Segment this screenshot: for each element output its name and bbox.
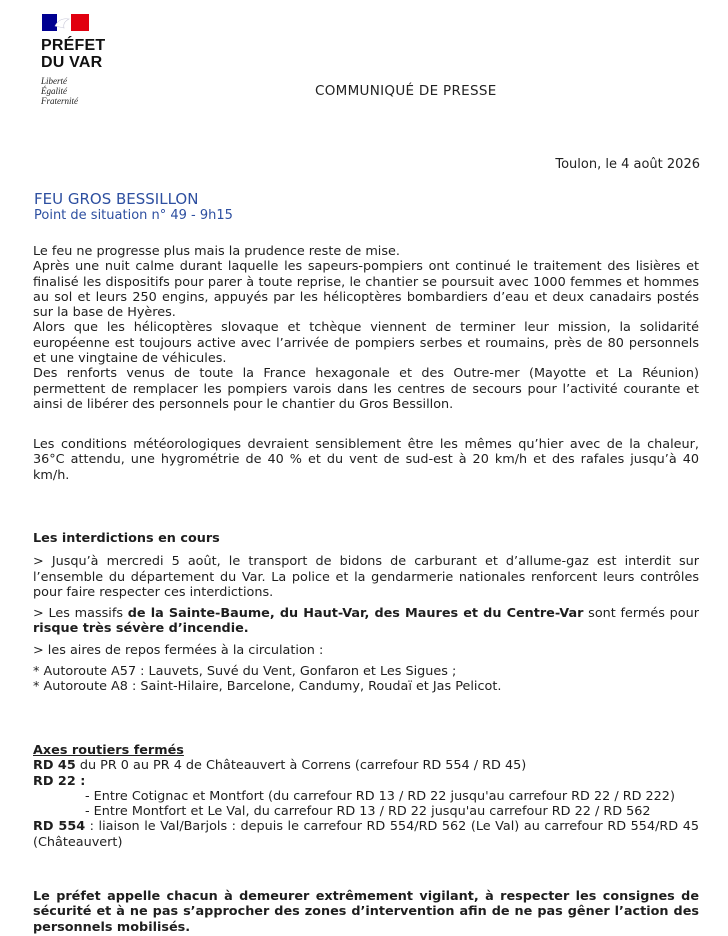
document-date: Toulon, le 4 août 2026 bbox=[555, 157, 700, 172]
prefet-title: PRÉFET DU VAR bbox=[41, 37, 106, 71]
closing-paragraph: Le préfet appelle chacun à demeurer extrêmement vigilant, à respecter les consignes de sécurité et à ne pas s’approcher des zones d’intervention afin de ne pas gêner l’action des personnels mobilisés. bbox=[33, 889, 699, 935]
road-item: RD 554 : liaison le Val/Barjols : depuis le carrefour RD 554/RD 562 (Le Val) au carrefour RD 554/RD 45 (Châteauvert) bbox=[33, 819, 699, 850]
roads-section bbox=[33, 743, 699, 850]
paragraph: Alors que les hélicoptères slovaque et tchèque viennent de terminer leur mission, la solidarité européenne est toujours active avec l’arrivée de pompiers serbes et roumains, près de 80 personnels et une vingtaine de véhicules. bbox=[33, 320, 699, 367]
roads-heading: Axes routiers fermés bbox=[33, 743, 184, 758]
prefecture-logo bbox=[41, 14, 131, 106]
road-item: RD 22 : bbox=[33, 773, 86, 789]
republic-motto: Liberté Égalité Fraternité bbox=[41, 76, 78, 106]
road-subitem: - Entre Cotignac et Montfort (du carrefour RD 13 / RD 22 jusqu'au carrefour RD 22 / RD 222) bbox=[85, 788, 675, 804]
road-subitem: - Entre Montfort et Le Val, du carrefour RD 13 / RD 22 jusqu'au carrefour RD 22 / RD 562 bbox=[85, 804, 651, 820]
page-title: FEU GROS BESSILLON bbox=[34, 190, 199, 208]
document-type: COMMUNIQUÉ DE PRESSE bbox=[315, 83, 497, 99]
rest-areas-paragraph: > les aires de repos fermées à la circulation : bbox=[33, 642, 324, 658]
weather-paragraph: Les conditions météorologiques devraient sensiblement être les mêmes qu’hier avec de la chaleur, 36°C attendu, une hygrométrie de 40 % et du vent de sud-est à 20 km/h et des rafales jusqu’à 40 km/h. bbox=[33, 437, 699, 483]
paragraph: Après une nuit calme durant laquelle les sapeurs-pompiers ont continué le traitement des lisières et finalisé les dispositifs pour parer à toute reprise, le chantier se poursuit avec 1000 femmes et hommes au sol et leurs 250 engins, appuyés par les hélicoptères bombardiers d’eau et deux canadairs postés sur la base de Hyères. bbox=[33, 259, 699, 321]
weather-section bbox=[33, 437, 699, 483]
paragraph: Le feu ne progresse plus mais la prudence reste de mise. bbox=[33, 244, 400, 259]
list-item: * Autoroute A8 : Saint-Hilaire, Barcelone, Candumy, Roudaï et Jas Pelicot. bbox=[33, 679, 502, 695]
road-item: RD 45 du PR 0 au PR 4 de Châteauvert à Correns (carrefour RD 554 / RD 45) bbox=[33, 758, 527, 774]
page-subtitle: Point de situation n° 49 - 9h15 bbox=[34, 208, 233, 223]
bans-section bbox=[33, 531, 699, 695]
fuel-ban-paragraph: > Jusqu’à mercredi 5 août, le transport de bidons de carburant et d’allume-gaz est interdit sur l’ensemble du département du Var. La police et la gendarmerie nationales renforcent leurs contrôles pour faire respecter ces interdictions. bbox=[33, 554, 699, 600]
intro-section bbox=[33, 244, 699, 412]
list-item: * Autoroute A57 : Lauvets, Suvé du Vent, Gonfaron et Les Sigues ; bbox=[33, 664, 457, 680]
massifs-paragraph: > Les massifs de la Sainte-Baume, du Haut-Var, des Maures et du Centre-Var sont fermés pour risque très sévère d’incendie. bbox=[33, 606, 699, 637]
paragraph: Des renforts venus de toute la France hexagonale et des Outre-mer (Mayotte et La Réunion) permettent de remplacer les pompiers varois dans les centres de secours pour l’activité courante et ainsi de libérer des personnels pour le chantier du Gros Bessillon. bbox=[33, 366, 699, 412]
french-flag-icon bbox=[42, 14, 89, 31]
closing-section bbox=[33, 889, 699, 935]
bans-heading: Les interdictions en cours bbox=[33, 531, 220, 546]
